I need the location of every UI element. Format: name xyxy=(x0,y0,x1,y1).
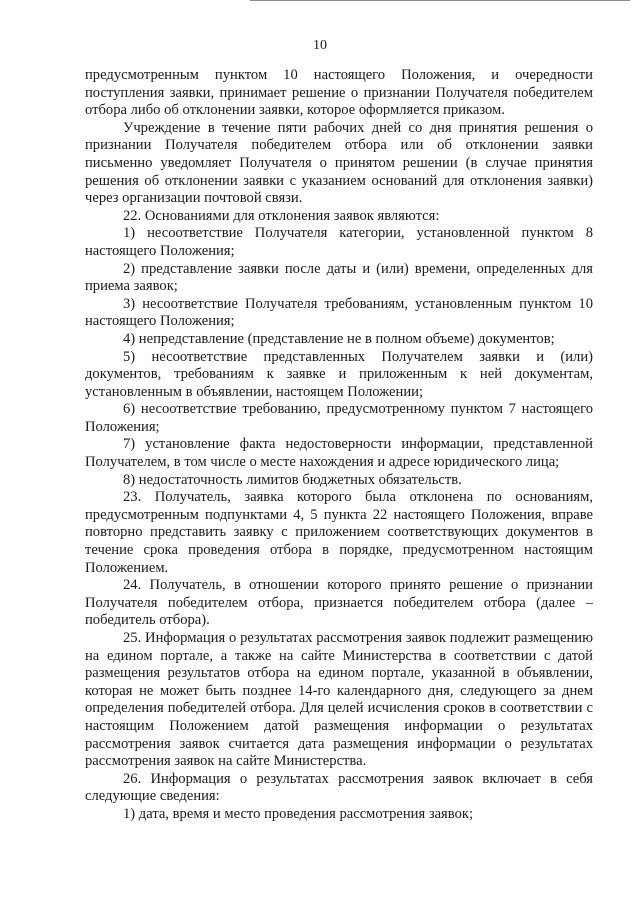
paragraph-continuation: предусмотренным пунктом 10 настоящего Положения, и очередности поступления заявки, принимает решение о признании Получателя победителем отбора либо об отклонении заявки, которое оформляется приказом. xyxy=(85,67,593,119)
list-item: 4) непредставление (представление не в полном объеме) документов; xyxy=(123,330,555,347)
list-item: 3) несоответствие Получателя требованиям, установленным пунктом 10 настоящего Положения; xyxy=(85,295,593,330)
page-number: 10 xyxy=(313,38,327,53)
list-item: 7) установление факта недостоверности информации, представленной Получателем, в том числе о месте нахождения и адресе юридического лица; xyxy=(85,436,593,471)
document-body xyxy=(85,67,593,824)
top-rule xyxy=(250,0,630,1)
list-item: 8) недостаточность лимитов бюджетных обязательств. xyxy=(123,471,462,488)
paragraph-25: 25. Информация о результатах рассмотрения заявок подлежит размещению на едином портале, а также на сайте Министерства в соответствии с датой размещения результатов отбора на едином портале, указанной в объявлении, которая не может быть позднее 14-го календарного дня, следующего за днем определения победителей отбора. Для целей исчисления сроков в соответствии с настоящим Положением датой размещения информации о результатах рассмотрения заявок считается дата размещения информации о результатах рассмотрения заявок на сайте Министерства. xyxy=(85,630,593,770)
paragraph-26: 26. Информация о результатах рассмотрения заявок включает в себя следующие сведения: xyxy=(85,770,593,805)
paragraph-23: 23. Получатель, заявка которого была отклонена по основаниям, предусмотренным подпунктами 4, 5 пункта 22 настоящего Положения, вправе повторно представить заявку с приложением соответствующих документов в течение срока проведения отбора в порядке, предусмотренном настоящим Положением. xyxy=(85,489,593,576)
paragraph-notification: Учреждение в течение пяти рабочих дней со дня принятия решения о признании Получателя победителем отбора или об отклонении заявки письменно уведомляет Получателя о принятом решении (в случае принятия решения об отклонении заявки с указанием оснований для отклонения заявки) через организации почтовой связи. xyxy=(85,119,593,207)
list-item: 1) несоответствие Получателя категории, установленной пунктом 8 настоящего Положения; xyxy=(85,225,593,259)
list-item: 6) несоответствие требованию, предусмотренному пунктом 7 настоящего Положения; xyxy=(85,401,593,435)
list-item: 2) представление заявки после даты и (или) времени, определенных для приема заявок; xyxy=(85,260,593,295)
list-item: 5) несоответствие представленных Получателем заявки и (или) документов, требованиям к заявке и приложенным к ней документам, установленным в объявлении, настоящем Положении; xyxy=(85,348,593,400)
paragraph-22-heading: 22. Основаниями для отклонения заявок являются: xyxy=(123,207,440,224)
list-item: 1) дата, время и место проведения рассмотрения заявок; xyxy=(123,805,474,822)
paragraph-24: 24. Получатель, в отношении которого принято решение о признании Получателя победителем отбора, признается победителем отбора (далее – победитель отбора). xyxy=(85,577,593,629)
